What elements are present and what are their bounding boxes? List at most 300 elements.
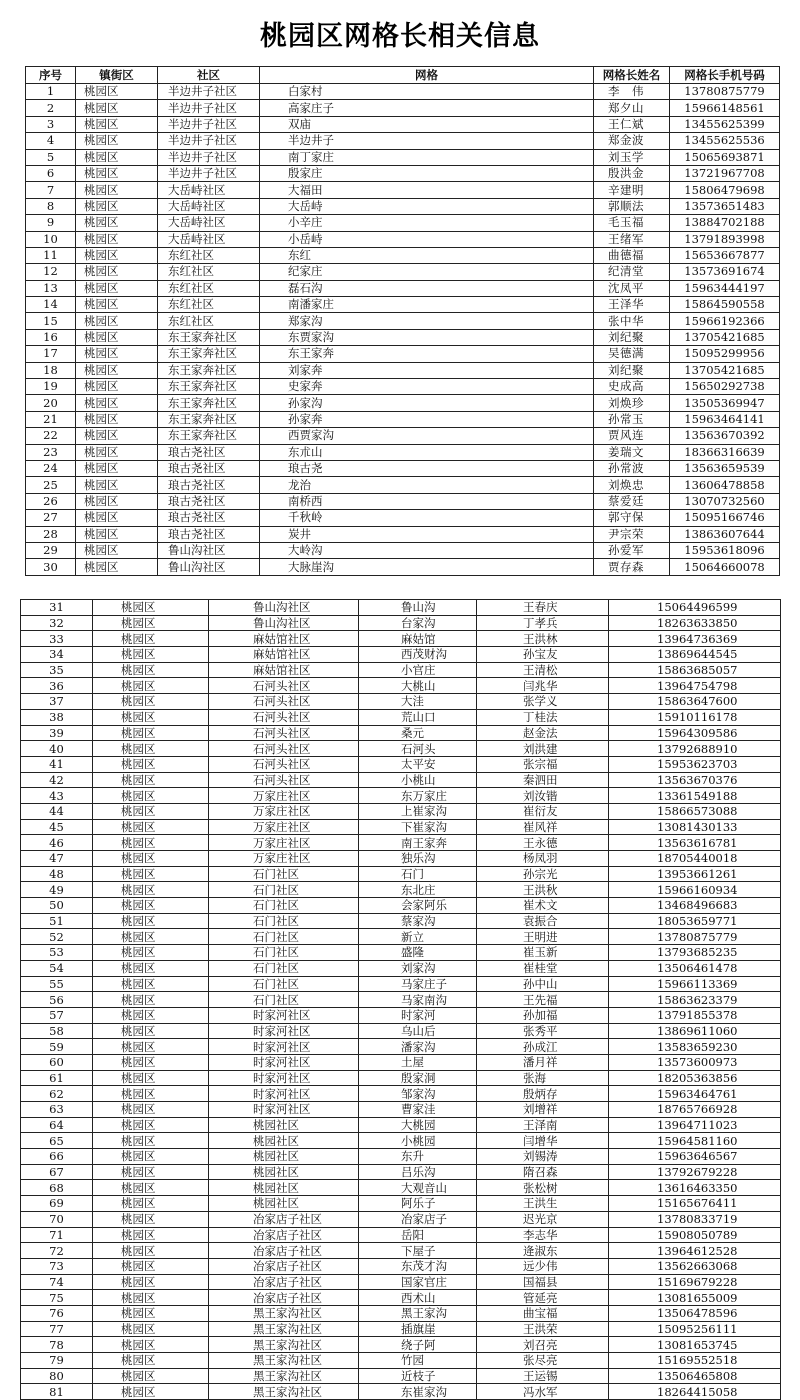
cell-town: 桃园区 [93,600,209,616]
cell-grid: 石门 [359,866,477,882]
cell-leader-name: 孙常玉 [594,411,670,427]
cell-town: 桃园区 [93,662,209,678]
cell-community: 麻姑馆社区 [209,662,359,678]
cell-seq: 54 [21,960,93,976]
cell-town: 桃园区 [93,1211,209,1227]
cell-grid: 千秋岭 [260,510,594,526]
cell-leader-phone: 15169679228 [609,1274,781,1290]
cell-leader-phone: 15653667877 [670,247,780,263]
cell-seq: 9 [26,215,76,231]
cell-community: 桃园社区 [209,1196,359,1212]
cell-leader-name: 孙常波 [594,460,670,476]
cell-leader-name: 潘月祥 [477,1054,609,1070]
cell-grid: 殷家庄 [260,165,594,181]
cell-seq: 4 [26,133,76,149]
cell-leader-phone: 15864590558 [670,297,780,313]
cell-grid: 麻姑馆 [359,631,477,647]
cell-community: 东王家奔社区 [158,329,260,345]
cell-town: 桃园区 [93,647,209,663]
cell-grid: 东茂才沟 [359,1258,477,1274]
cell-town: 桃园区 [93,929,209,945]
cell-leader-phone: 15964309586 [609,725,781,741]
cell-leader-name: 李志华 [477,1227,609,1243]
cell-leader-phone: 18053659771 [609,913,781,929]
cell-town: 桃园区 [93,1164,209,1180]
cell-seq: 42 [21,772,93,788]
table-row [26,428,780,444]
cell-seq: 21 [26,411,76,427]
cell-leader-name: 张海 [477,1070,609,1086]
cell-grid: 孙家沟 [260,395,594,411]
cell-leader-phone: 13616463350 [609,1180,781,1196]
cell-town: 桃园区 [93,615,209,631]
cell-community: 冶家店子社区 [209,1243,359,1259]
cell-seq: 40 [21,741,93,757]
cell-leader-phone: 13721967708 [670,165,780,181]
table-row [26,133,780,149]
table-row [21,1211,781,1227]
cell-leader-name: 张秀平 [477,1023,609,1039]
cell-town: 桃园区 [93,851,209,867]
cell-seq: 18 [26,362,76,378]
cell-leader-phone: 15964581160 [609,1133,781,1149]
table-row [26,411,780,427]
cell-town: 桃园区 [93,788,209,804]
cell-seq: 62 [21,1086,93,1102]
cell-grid: 大桃山 [359,678,477,694]
cell-leader-phone: 13455625536 [670,133,780,149]
cell-community: 琅古尧社区 [158,460,260,476]
cell-leader-name: 郭顺法 [594,198,670,214]
cell-community: 大岳峙社区 [158,182,260,198]
cell-leader-name: 张学义 [477,694,609,710]
cell-leader-name: 刘纪聚 [594,329,670,345]
cell-leader-name: 刘焕珍 [594,395,670,411]
cell-town: 桃园区 [93,1321,209,1337]
table-row [21,1054,781,1070]
cell-leader-phone: 15169552518 [609,1353,781,1369]
cell-leader-name: 孙爱军 [594,542,670,558]
cell-seq: 32 [21,615,93,631]
cell-grid: 东贾家沟 [260,329,594,345]
cell-town: 桃园区 [76,313,158,329]
cell-grid: 南王家奔 [359,835,477,851]
cell-community: 琅古尧社区 [158,510,260,526]
cell-seq: 27 [26,510,76,526]
cell-seq: 80 [21,1368,93,1384]
cell-town: 桃园区 [93,1337,209,1353]
cell-leader-name: 张宗福 [477,756,609,772]
cell-town: 桃园区 [76,329,158,345]
cell-community: 大岳峙社区 [158,215,260,231]
cell-leader-name: 崔玉新 [477,945,609,961]
cell-seq: 5 [26,149,76,165]
cell-leader-name: 张尽亮 [477,1353,609,1369]
cell-community: 石河头社区 [209,678,359,694]
cell-town: 桃园区 [93,803,209,819]
cell-leader-phone: 13791893998 [670,231,780,247]
cell-community: 冶家店子社区 [209,1274,359,1290]
cell-seq: 31 [21,600,93,616]
cell-community: 石门社区 [209,898,359,914]
cell-seq: 52 [21,929,93,945]
cell-seq: 68 [21,1180,93,1196]
table-row [21,725,781,741]
cell-leader-phone: 18264415058 [609,1384,781,1400]
cell-seq: 16 [26,329,76,345]
cell-community: 时家河社区 [209,1023,359,1039]
cell-grid: 小岳峙 [260,231,594,247]
cell-leader-phone: 15966160934 [609,882,781,898]
cell-seq: 26 [26,493,76,509]
cell-leader-name: 王明进 [477,929,609,945]
cell-town: 桃园区 [76,526,158,542]
cell-town: 桃园区 [76,264,158,280]
cell-seq: 58 [21,1023,93,1039]
cell-community: 半边井子社区 [158,84,260,100]
cell-town: 桃园区 [93,1274,209,1290]
cell-seq: 22 [26,428,76,444]
cell-community: 琅古尧社区 [158,526,260,542]
table-row [21,960,781,976]
cell-community: 石门社区 [209,866,359,882]
cell-community: 大岳峙社区 [158,231,260,247]
cell-leader-name: 隋召森 [477,1164,609,1180]
table-row [26,362,780,378]
cell-seq: 81 [21,1384,93,1400]
table-row [26,247,780,263]
cell-leader-phone: 13793685235 [609,945,781,961]
cell-seq: 1 [26,84,76,100]
table-row [26,182,780,198]
table-row [21,1070,781,1086]
cell-community: 万家庄社区 [209,788,359,804]
cell-leader-phone: 13964711023 [609,1117,781,1133]
cell-seq: 38 [21,709,93,725]
cell-leader-phone: 15095166746 [670,510,780,526]
cell-grid: 下屋子 [359,1243,477,1259]
cell-grid: 上崔家沟 [359,803,477,819]
cell-seq: 66 [21,1149,93,1165]
cell-grid: 东王家奔 [260,346,594,362]
cell-grid: 东升 [359,1149,477,1165]
cell-community: 黑王家沟社区 [209,1368,359,1384]
cell-community: 东红社区 [158,264,260,280]
cell-seq: 63 [21,1102,93,1118]
cell-grid: 龙治 [260,477,594,493]
cell-leader-name: 孙中山 [477,976,609,992]
cell-leader-name: 王仁斌 [594,116,670,132]
cell-seq: 25 [26,477,76,493]
cell-leader-name: 王洪荣 [477,1321,609,1337]
cell-seq: 55 [21,976,93,992]
cell-leader-phone: 13562663068 [609,1258,781,1274]
cell-leader-phone: 13780875779 [670,84,780,100]
cell-community: 冶家店子社区 [209,1227,359,1243]
cell-leader-name: 毛玉福 [594,215,670,231]
cell-grid: 南桥西 [260,493,594,509]
table-row [21,1368,781,1384]
cell-leader-name: 闫兆华 [477,678,609,694]
table-row [21,819,781,835]
table-row [21,1023,781,1039]
cell-town: 桃园区 [93,898,209,914]
cell-leader-name: 王清松 [477,662,609,678]
cell-grid: 盛隆 [359,945,477,961]
cell-seq: 12 [26,264,76,280]
header-leader-name: 网格长姓名 [594,67,670,84]
cell-community: 琅古尧社区 [158,477,260,493]
table-row [21,662,781,678]
cell-leader-name: 秦泗田 [477,772,609,788]
cell-town: 桃园区 [93,678,209,694]
cell-town: 桃园区 [93,741,209,757]
cell-leader-phone: 18205363856 [609,1070,781,1086]
cell-leader-phone: 15650292738 [670,379,780,395]
table-row [21,709,781,725]
table-row [26,460,780,476]
cell-community: 大岳峙社区 [158,198,260,214]
cell-seq: 50 [21,898,93,914]
cell-community: 冶家店子社区 [209,1258,359,1274]
cell-grid: 桑元 [359,725,477,741]
cell-grid: 东万家庄 [359,788,477,804]
cell-seq: 36 [21,678,93,694]
cell-town: 桃园区 [76,379,158,395]
header-grid: 网格 [260,67,594,84]
cell-seq: 56 [21,992,93,1008]
cell-community: 琅古尧社区 [158,493,260,509]
cell-leader-phone: 15953623703 [609,756,781,772]
cell-leader-phone: 13705421685 [670,362,780,378]
table-row [21,615,781,631]
cell-grid: 半边井子 [260,133,594,149]
cell-leader-name: 远少伟 [477,1258,609,1274]
cell-seq: 76 [21,1305,93,1321]
table-row [21,866,781,882]
cell-leader-name: 逄淑东 [477,1243,609,1259]
cell-town: 桃园区 [76,247,158,263]
cell-leader-phone: 13361549188 [609,788,781,804]
cell-grid: 马家南沟 [359,992,477,1008]
cell-community: 石河头社区 [209,741,359,757]
cell-leader-name: 纪清堂 [594,264,670,280]
cell-grid: 磊石沟 [260,280,594,296]
cell-town: 桃园区 [76,116,158,132]
cell-town: 桃园区 [76,411,158,427]
cell-leader-name: 殷炳存 [477,1086,609,1102]
cell-grid: 石河头 [359,741,477,757]
table-row [21,851,781,867]
table-row [26,84,780,100]
cell-community: 石河头社区 [209,725,359,741]
table-row [26,477,780,493]
cell-grid: 东北庄 [359,882,477,898]
table-row [21,600,781,616]
cell-seq: 75 [21,1290,93,1306]
cell-leader-phone: 13563616781 [609,835,781,851]
cell-leader-phone: 15963464141 [670,411,780,427]
table-row [26,280,780,296]
cell-leader-name: 杨凤羽 [477,851,609,867]
cell-leader-phone: 15095256111 [609,1321,781,1337]
cell-town: 桃园区 [93,1070,209,1086]
cell-town: 桃园区 [93,1384,209,1400]
table-row [21,976,781,992]
cell-grid: 阿乐子 [359,1196,477,1212]
table-row [21,1102,781,1118]
cell-grid: 荒山口 [359,709,477,725]
cell-leader-phone: 15866573088 [609,803,781,819]
cell-community: 石河头社区 [209,756,359,772]
cell-community: 鲁山沟社区 [209,615,359,631]
cell-community: 半边井子社区 [158,133,260,149]
cell-leader-name: 丁孝兵 [477,615,609,631]
cell-seq: 33 [21,631,93,647]
cell-grid: 西茂财沟 [359,647,477,663]
cell-community: 琅古尧社区 [158,444,260,460]
table-row [21,945,781,961]
cell-seq: 60 [21,1054,93,1070]
cell-seq: 47 [21,851,93,867]
cell-community: 时家河社区 [209,1054,359,1070]
cell-town: 桃园区 [93,1368,209,1384]
cell-community: 时家河社区 [209,1039,359,1055]
cell-leader-name: 郑夕山 [594,100,670,116]
cell-leader-name: 王洪林 [477,631,609,647]
cell-leader-name: 丁桂法 [477,709,609,725]
cell-grid: 土屋 [359,1054,477,1070]
cell-seq: 3 [26,116,76,132]
cell-community: 石河头社区 [209,772,359,788]
cell-community: 冶家店子社区 [209,1290,359,1306]
cell-leader-phone: 13563670376 [609,772,781,788]
cell-leader-name: 张松树 [477,1180,609,1196]
cell-seq: 7 [26,182,76,198]
cell-seq: 6 [26,165,76,181]
cell-grid: 大岳峙 [260,198,594,214]
cell-community: 东红社区 [158,280,260,296]
cell-leader-phone: 13884702188 [670,215,780,231]
cell-leader-phone: 13964754798 [609,678,781,694]
cell-seq: 39 [21,725,93,741]
cell-grid: 大观音山 [359,1180,477,1196]
cell-grid: 黑王家沟 [359,1305,477,1321]
cell-town: 桃园区 [93,1039,209,1055]
cell-seq: 20 [26,395,76,411]
cell-leader-phone: 13791855378 [609,1007,781,1023]
cell-leader-name: 王洪秋 [477,882,609,898]
grid-leader-table-part1 [25,66,780,576]
cell-town: 桃园区 [76,510,158,526]
cell-leader-name: 沈凤平 [594,280,670,296]
table-row [26,379,780,395]
header-leader-phone: 网格长手机号码 [670,67,780,84]
table-row [21,1353,781,1369]
table-row [21,1274,781,1290]
cell-leader-name: 曲宝福 [477,1305,609,1321]
header-community: 社区 [158,67,260,84]
cell-leader-phone: 13780833719 [609,1211,781,1227]
cell-grid: 竹园 [359,1353,477,1369]
cell-seq: 46 [21,835,93,851]
cell-seq: 29 [26,542,76,558]
cell-community: 时家河社区 [209,1102,359,1118]
cell-leader-name: 蔡爱廷 [594,493,670,509]
table-row [26,149,780,165]
cell-leader-name: 赵金法 [477,725,609,741]
cell-seq: 78 [21,1337,93,1353]
cell-seq: 30 [26,559,76,575]
cell-grid: 琅古尧 [260,460,594,476]
table-row [26,297,780,313]
cell-town: 桃园区 [76,542,158,558]
table-row [21,803,781,819]
cell-town: 桃园区 [76,362,158,378]
table-row [26,116,780,132]
cell-community: 万家庄社区 [209,819,359,835]
cell-town: 桃园区 [76,149,158,165]
cell-leader-name: 辛建明 [594,182,670,198]
table-row [21,1086,781,1102]
table-row [26,215,780,231]
table-row [21,898,781,914]
table-row [26,329,780,345]
cell-town: 桃园区 [93,1023,209,1039]
grid-leader-table-part2 [20,599,781,1400]
cell-leader-name: 贾存森 [594,559,670,575]
cell-community: 桃园社区 [209,1117,359,1133]
cell-leader-name: 迟光京 [477,1211,609,1227]
cell-grid: 南丁家庄 [260,149,594,165]
table-row [21,929,781,945]
cell-town: 桃园区 [93,1086,209,1102]
cell-community: 黑王家沟社区 [209,1353,359,1369]
table-row [26,231,780,247]
cell-seq: 77 [21,1321,93,1337]
cell-leader-phone: 15963464761 [609,1086,781,1102]
cell-community: 石门社区 [209,882,359,898]
cell-leader-phone: 15908050789 [609,1227,781,1243]
cell-leader-phone: 13573600973 [609,1054,781,1070]
cell-community: 半边井子社区 [158,100,260,116]
cell-leader-phone: 13869611060 [609,1023,781,1039]
cell-community: 东王家奔社区 [158,411,260,427]
table-row [21,756,781,772]
table-row [21,1180,781,1196]
cell-community: 东王家奔社区 [158,346,260,362]
cell-leader-phone: 13573651483 [670,198,780,214]
table-row [21,1337,781,1353]
cell-leader-phone: 18705440018 [609,851,781,867]
cell-leader-phone: 13792679228 [609,1164,781,1180]
cell-leader-name: 崔术文 [477,898,609,914]
cell-grid: 刘家沟 [359,960,477,976]
cell-town: 桃园区 [93,1305,209,1321]
cell-leader-name: 刘焕忠 [594,477,670,493]
cell-seq: 61 [21,1070,93,1086]
cell-town: 桃园区 [76,428,158,444]
table-row [21,1149,781,1165]
cell-town: 桃园区 [93,1258,209,1274]
table-row [21,772,781,788]
cell-community: 半边井子社区 [158,165,260,181]
cell-community: 万家庄社区 [209,803,359,819]
cell-town: 桃园区 [93,1149,209,1165]
cell-grid: 刘家奔 [260,362,594,378]
cell-community: 石门社区 [209,976,359,992]
cell-leader-phone: 13869644545 [609,647,781,663]
